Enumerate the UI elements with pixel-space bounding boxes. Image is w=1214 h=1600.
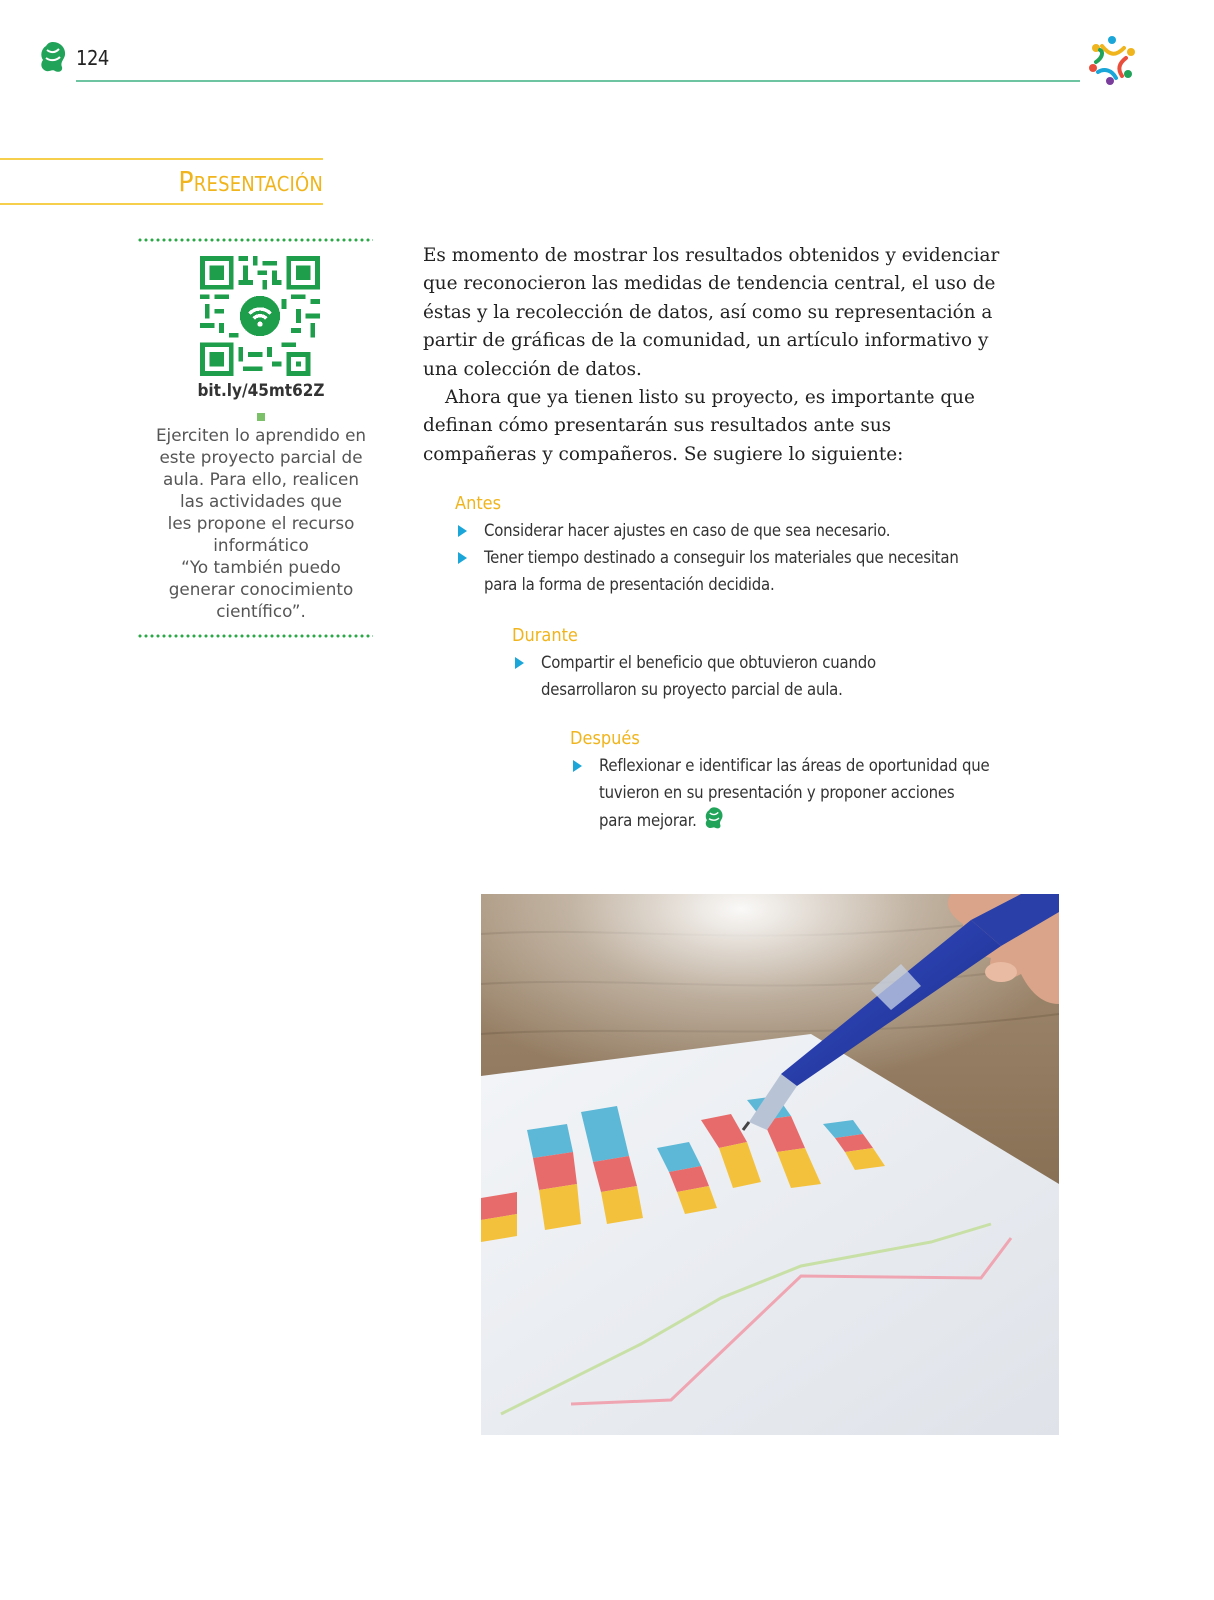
resource-description-line: “Yo también puedo [181, 557, 341, 577]
green-square-marker [257, 413, 265, 421]
people-circle-emblem-icon [1086, 34, 1138, 86]
resource-description-line: Ejerciten lo aprendido en [155, 425, 367, 445]
intro-text [423, 242, 1003, 469]
chart-photo [481, 894, 1059, 1435]
list-item [455, 544, 975, 598]
triangle-bullet-icon [458, 525, 467, 537]
page-number: 124 [76, 46, 109, 70]
step-durante [512, 625, 972, 703]
resource-description-line: generar conocimiento [168, 579, 354, 599]
leaf-end-mark-icon [703, 806, 725, 830]
list-item [570, 752, 990, 834]
intro-paragraph-2: Ahora que ya tienen listo su proyecto, es importante que definan cómo presentarán sus resultados ante sus compañeras y compañeros. Se sugiere lo siguiente: [423, 387, 975, 465]
qr-code-icon[interactable] [200, 256, 320, 376]
step-heading-antes: Antes [455, 493, 502, 514]
step-despues [570, 728, 990, 834]
triangle-bullet-icon [458, 552, 467, 564]
section-rule-top [0, 158, 323, 160]
list-item [512, 649, 972, 703]
list-item [455, 517, 975, 544]
step-antes [455, 493, 975, 598]
triangle-bullet-icon [515, 657, 524, 669]
page-header [0, 0, 1214, 100]
dotted-divider-bottom [137, 634, 373, 638]
list-item-text: Reflexionar e identificar las áreas de oportunidad que tuvieron en su presentación y proponer acciones para mejorar. [599, 756, 990, 830]
resource-description-line: científico”. [216, 601, 306, 621]
header-rule [76, 80, 1080, 82]
list-item-text: Considerar hacer ajustes en caso de que sea necesario. [484, 521, 891, 540]
intro-paragraph-1: Es momento de mostrar los resultados obtenidos y evidenciar que reconocieron las medidas de tendencia central, el uso de éstas y la recolección de datos, así como su representación a partir de gráficas de la comunidad, un artículo informativo y una colección de datos. [423, 245, 1000, 380]
step-heading-despues: Después [570, 728, 640, 749]
step-heading-durante: Durante [512, 625, 578, 646]
list-item-text: Compartir el beneficio que obtuvieron cuando desarrollaron su proyecto parcial de aula. [541, 653, 876, 699]
resource-description-line: informático [213, 535, 309, 555]
section-title: Presentación [178, 165, 323, 198]
section-rule-bottom [0, 203, 323, 205]
resource-description-line: las actividades que [180, 491, 342, 511]
list-item-text: Tener tiempo destinado a conseguir los materiales que necesitan para la forma de presentación decidida. [484, 548, 959, 594]
qr-resource-box [137, 238, 373, 640]
resource-description-line: este proyecto parcial de [159, 447, 363, 467]
triangle-bullet-icon [573, 760, 582, 772]
qr-link-text[interactable]: bit.ly/45mt62Z [197, 381, 325, 401]
leaf-logo-icon [38, 40, 68, 74]
dotted-divider-top [137, 238, 373, 242]
resource-description [137, 424, 385, 622]
resource-description-line: aula. Para ello, realicen [163, 469, 359, 489]
section-title-band [0, 158, 323, 206]
resource-description-line: les propone el recurso [167, 513, 355, 533]
